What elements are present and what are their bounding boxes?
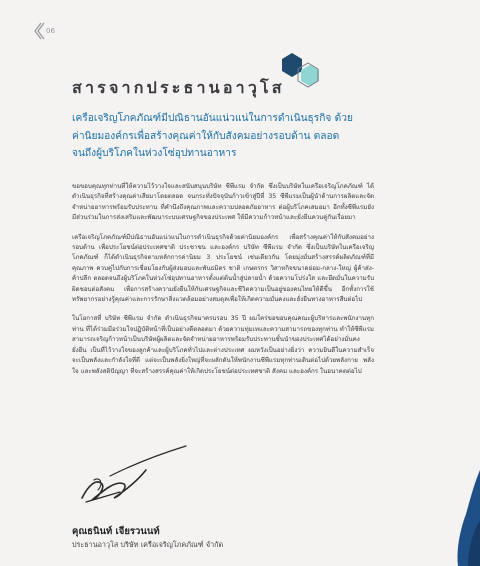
signature-image [74,440,194,510]
signatory-title: ประธานอาวุโส บริษัท เครือเจริญโภคภัณฑ์ จำกัด [72,540,224,549]
page-title: สารจากประธานอาวุโส [72,78,285,97]
page-number-marker [33,22,55,40]
paragraph: ขอขอบคุณทุกท่านที่ให้ความไว้วางใจและสนับสนุนบริษัท ซีพีแรม จำกัด ซึ่งเป็นบริษัทในเครือเจริญโภคภัณฑ์ ได้ดำเนินธุรกิจที่สร้างคุณค่าเสียมาโดยตลอด จนกระทั่งปัจจุบันก้าวเข้าสู่ปีที่ 35 ซีพีแรมเป็นผู้นำด้านการผลิตและจัดจำหน่ายอาหารพร้อมรับประทาน ที่คำนึงถึงคุณภาพและความปลอดภัยอาหาร ต่อผู้บริโภคเสมอมา อีกทั้งซีพีแรมยังมีส่วนร่วมในการส่งเสริมและพัฒนาระบบเศรษฐกิจของประเทศ ให้มีความก้าวหน้าและยั่งยืนควบคู่กันเรื่อยมา [72,183,374,222]
subtitle-quote: เครือเจริญโภคภัณฑ์มีปณิธานอันแน่วแน่ในการดำเนินธุรกิจ ด้วยค่านิยมองค์กรเพื่อสร้างคุณค่าให้กับสังคมอย่างรอบด้าน ตลอดจนถึงผู้บริโภคในห่วงโซ่อุปทานอาหาร [72,113,353,159]
edge-photo [446,470,480,566]
paragraph: ในโอกาสที่ บริษัท ซีพีแรม จำกัด ดำเนินธุรกิจมาครบรอบ 35 ปี ผมใคร่ขอขอบคุณคณะผู้บริหารและพนักงานทุกท่าน ที่ได้ร่วมมือร่วมใจปฏิบัติหน้าที่เป็นอย่างดีตลอดมา ด้วยความทุ่มเทและความสามารถของทุกท่าน ทำให้ซีพีแรมสามารถเจริญก้าวหน้าเป็นบริษัทผู้ผลิตและจัดจำหน่ายอาหารพร้อมรับประทานชั้นนำของประเทศได้อย่างมั่นคงยั่งยืน เป็นที่ไว้วางใจของลูกค้าและผู้บริโภคทั่วไปและต่างประเทศ ผมหวังเป็นอย่างยิ่งว่า ความยินดีในความสำเร็จจะเป็นพลังและกำลังใจที่ดี แต่จะเป็นพลังยิ่งใหญ่ที่จะผลักดันให้พนักงานซีพีแรมทุกท่านเดินต่อไปด้วยพลังกาย พลังใจ และพลังสติปัญญา ที่จะสร้างสรรค์คุณค่าให้เกิดประโยชน์ต่อประเทศชาติ สังคม และองค์กร ในอนาคตต่อไป [72,315,374,375]
message-body [72,182,374,386]
paragraph: เครือเจริญโภคภัณฑ์มีปณิธานอันแน่วแน่ในการดำเนินธุรกิจด้วยค่านิยมองค์กร เพื่อสร้างคุณค่าให้กับสังคมอย่างรอบด้าน เพื่อประโยชน์ต่อประเทศชาติ ประชาชน และองค์กร บริษัท ซีพีแรม จำกัด ซึ่งเป็นบริษัทในเครือเจริญโภคภัณฑ์ ก็ได้ดำเนินธุรกิจตามหลักการค่านิยม 3 ประโยชน์ เช่นเดียวกัน โดยมุ่งมั่นสร้างสรรค์ผลิตภัณฑ์ที่มีคุณภาพ ควบคู่ไปกับการเชื่อมโยงกับผู้ส่งมอบและพันธมิตร ชาติ เกษตรกร วิสาหกิจขนาดย่อม-กลาง-ใหญ่ ผู้ค้าส่ง-ค้าปลีก ตลอดจนถึงผู้บริโภคในห่วงโซ่อุปทานอาหารตั้งแต่ต้นน้ำสู่ปลายน้ำ ด้วยความโปร่งใส และยึดมั่นในความรับผิดชอบต่อสังคม เพื่อการสร้างความยั่งยืนให้กับเศรษฐกิจและชีวิตความเป็นอยู่ของคนไทยให้ดีขึ้น อีกทั้งการใช้ทรัพยากรอย่างรู้คุณค่าและการรักษาสิ่งแวดล้อมอย่างสมดุลเพื่อให้เกิดความมั่นคงและยั่งยืนทางอาหารสืบต่อไป [72,233,374,304]
chevron-left-icon [33,22,45,40]
page-number: 06 [46,27,55,35]
signatory-name: คุณธนินท์ เจียรวนนท์ [72,526,160,537]
